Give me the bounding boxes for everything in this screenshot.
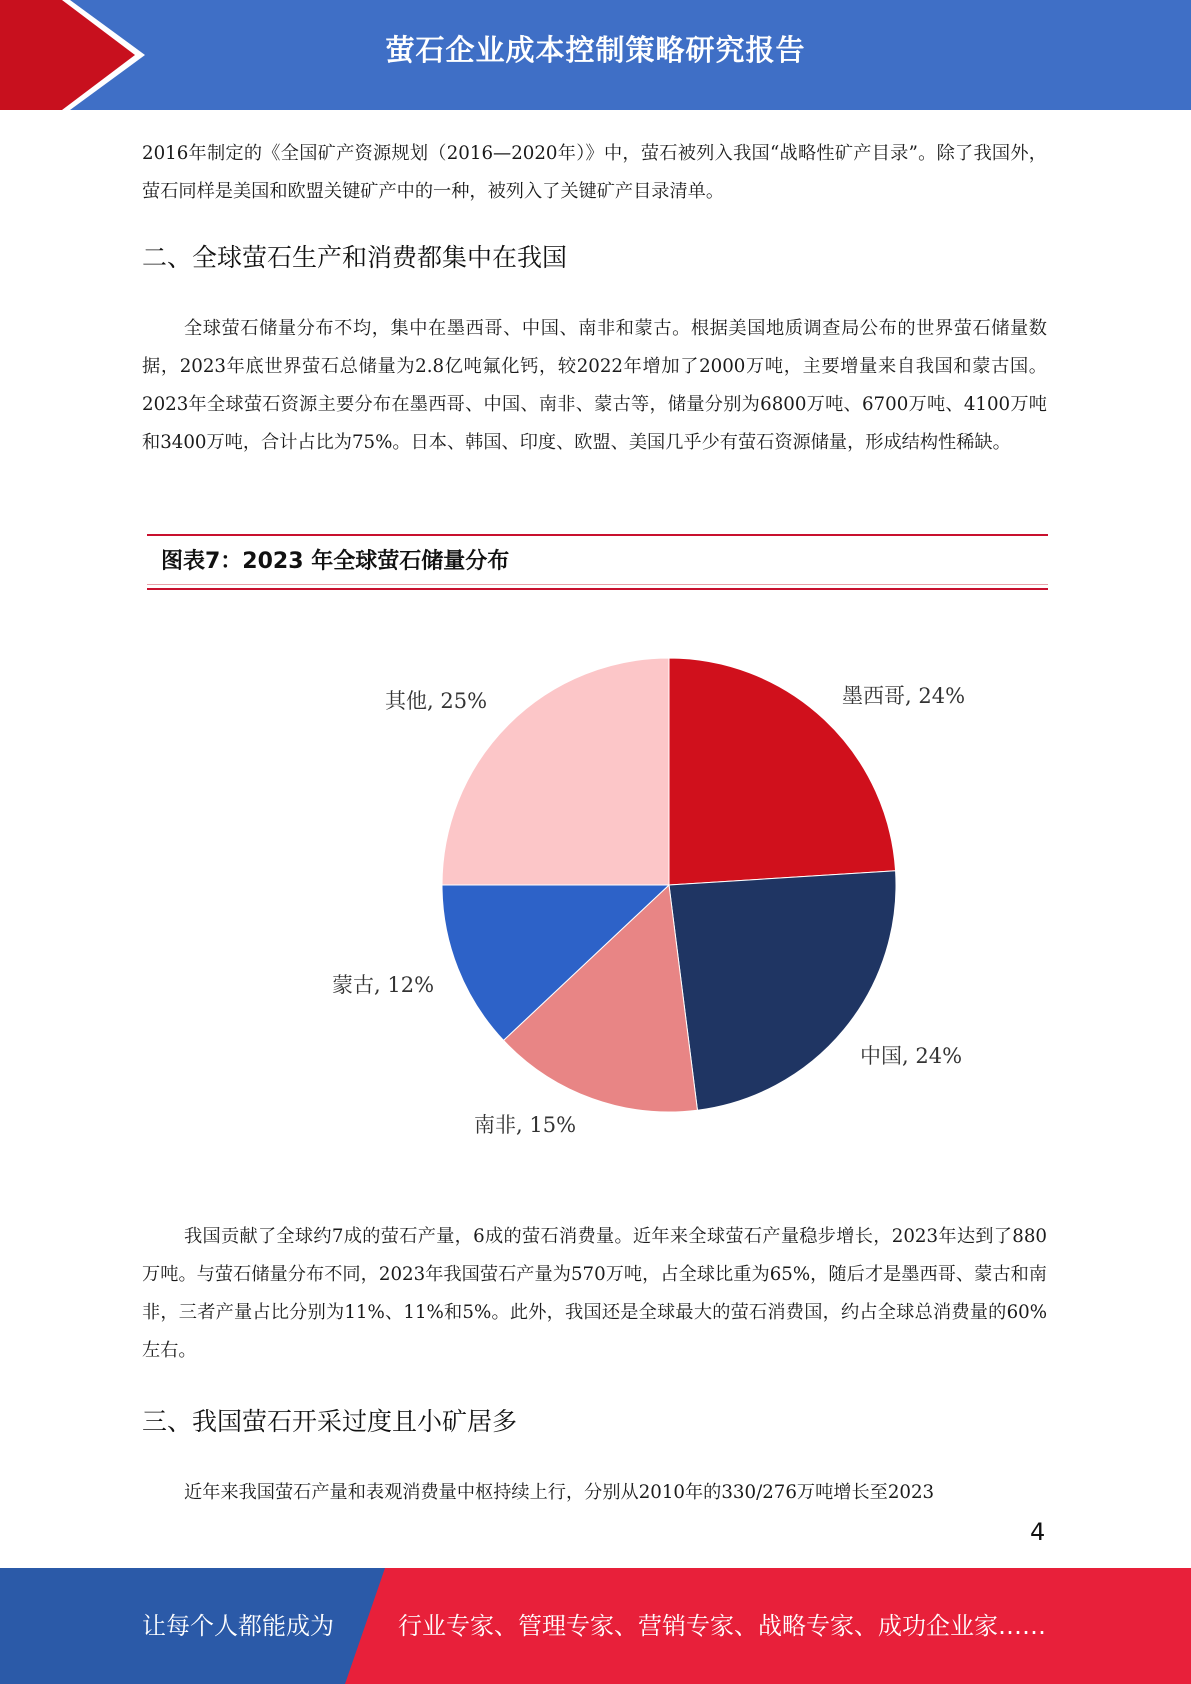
- reserves-pie-chart: [142, 600, 1047, 1160]
- paragraph-reserves: 全球萤石储量分布不均，集中在墨西哥、中国、南非和蒙古。根据美国地质调查局公布的世界萤石储量数据，2023年底世界萤石总储量为2.8亿吨氟化钙，较2022年增加了2000万吨，主要增量来自我国和蒙古国。2023年全球萤石资源主要分布在墨西哥、中国、南非、蒙古等，储量分别为6800万吨、6700万吨、4100万吨和3400万吨，合计占比为75%。日本、韩国、印度、欧盟、美国几乎少有萤石资源储量，形成结构性稀缺。: [142, 318, 1047, 453]
- paragraph-consumption: 近年来我国萤石产量和表观消费量中枢持续上行，分别从2010年的330/276万吨增长至2023: [184, 1482, 935, 1503]
- section-heading-3: 三、我国萤石开采过度且小矿居多: [142, 1407, 518, 1436]
- page-header: [0, 0, 1191, 110]
- page-footer: [0, 1568, 1191, 1684]
- pie-slice-label: 蒙古, 12%: [332, 973, 435, 997]
- pie-slice-label: 其他, 25%: [385, 689, 488, 713]
- footer-slogan-right: 行业专家、管理专家、营销专家、战略专家、成功企业家……: [398, 1612, 1046, 1640]
- figure-header: [147, 534, 1048, 592]
- section-heading-2: 二、全球萤石生产和消费都集中在我国: [142, 243, 568, 272]
- figure-bottom-rule: [147, 588, 1048, 590]
- figure-bottom-rule-light: [147, 584, 1048, 585]
- paragraph-strategic-minerals: 2016年制定的《全国矿产资源规划（2016—2020年）》中，萤石被列入我国“战略性矿产目录”。除了我国外，萤石同样是美国和欧盟关键矿产中的一种，被列入了关键矿产目录清单。: [142, 143, 1047, 202]
- paragraph-production: 我国贡献了全球约7成的萤石产量，6成的萤石消费量。近年来全球萤石产量稳步增长，2023年达到了880万吨。与萤石储量分布不同，2023年我国萤石产量为570万吨，占全球比重为65%，随后才是墨西哥、蒙古和南非，三者产量占比分别为11%、11%和5%。此外，我国还是全球最大的萤石消费国，约占全球总消费量的60%左右。: [142, 1226, 1047, 1361]
- pie-slice: [669, 871, 896, 1110]
- page-number: 4: [1030, 1518, 1046, 1546]
- pie-slice-label: 南非, 15%: [474, 1113, 577, 1137]
- pie-slice-label: 中国, 24%: [860, 1044, 963, 1068]
- pie-slice-label: 墨西哥, 24%: [842, 684, 966, 708]
- figure-caption: 图表7：2023 年全球萤石储量分布: [161, 549, 510, 574]
- footer-slogan-left: 让每个人都能成为: [142, 1612, 334, 1640]
- document-title: 萤石企业成本控制策略研究报告: [385, 33, 806, 67]
- figure-top-rule: [147, 534, 1048, 536]
